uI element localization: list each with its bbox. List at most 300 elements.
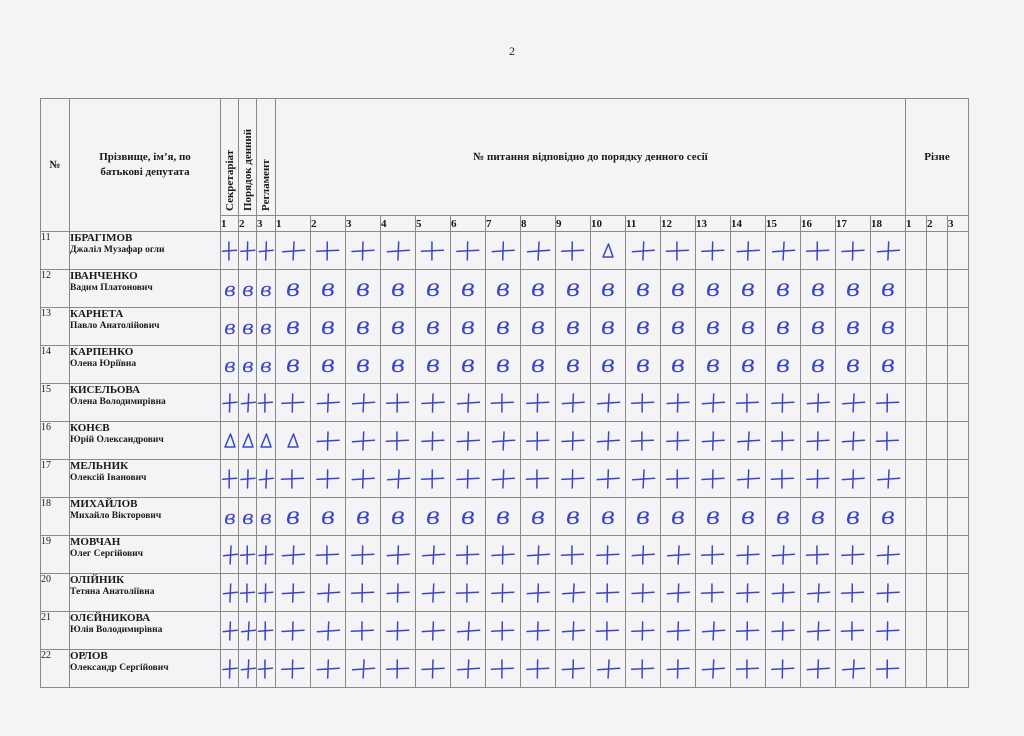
- vote-mark-cell: [416, 498, 451, 536]
- plus-mark: [259, 546, 273, 564]
- plus-mark: [282, 584, 304, 602]
- vote-mark-cell: [257, 612, 276, 650]
- plus-mark: [668, 546, 690, 564]
- plus-mark: [772, 546, 794, 564]
- vote-mark-cell: [239, 384, 257, 422]
- plus-mark: [563, 584, 585, 602]
- vote-mark-cell: [696, 498, 731, 536]
- row-number: 11: [41, 232, 70, 270]
- plus-mark: [632, 660, 654, 678]
- empty-misc-cell: [927, 346, 948, 384]
- vote-mark-cell: [381, 498, 416, 536]
- empty-misc-cell: [948, 460, 969, 498]
- deputy-row: [41, 536, 969, 574]
- vote-mark-cell: [591, 384, 626, 422]
- vote-mark-cell: [661, 422, 696, 460]
- header-number: №: [41, 99, 70, 232]
- letter-v-mark: в: [426, 273, 440, 302]
- plus-mark: [561, 546, 583, 564]
- deputy-surname: МИХАЙЛОВ: [70, 498, 138, 510]
- column-number-agenda: 15: [766, 216, 801, 232]
- vote-mark-cell: [661, 232, 696, 270]
- letter-v-mark: в: [811, 273, 825, 302]
- plus-mark: [771, 470, 793, 488]
- plus-mark: [772, 432, 794, 450]
- letter-v-mark: в: [776, 349, 790, 378]
- vote-mark-cell: [696, 422, 731, 460]
- row-number: 22: [41, 650, 70, 688]
- plus-mark: [282, 546, 304, 564]
- vote-mark-cell: [486, 498, 521, 536]
- letter-v-mark: в: [881, 311, 895, 340]
- vote-mark-cell: [257, 270, 276, 308]
- vote-mark-cell: [871, 346, 906, 384]
- plus-mark: [528, 242, 550, 260]
- vote-mark-cell: [257, 232, 276, 270]
- vote-mark-cell: [221, 498, 239, 536]
- row-number: 15: [41, 384, 70, 422]
- plus-mark: [240, 584, 254, 602]
- vote-mark-cell: [591, 498, 626, 536]
- vote-mark-cell: [257, 308, 276, 346]
- plus-mark: [806, 546, 828, 564]
- plus-mark: [527, 622, 549, 640]
- letter-v-mark: в: [223, 504, 236, 529]
- vote-mark-cell: [871, 498, 906, 536]
- column-number-procedural: 3: [257, 216, 276, 232]
- vote-mark-cell: [221, 346, 239, 384]
- vote-mark-cell: [451, 422, 486, 460]
- vote-mark-cell: [591, 650, 626, 688]
- plus-mark: [457, 432, 479, 450]
- plus-mark: [388, 470, 410, 488]
- letter-v-mark: в: [391, 311, 405, 340]
- column-number-agenda: 4: [381, 216, 416, 232]
- vote-mark-cell: [416, 574, 451, 612]
- vote-mark-cell: [521, 536, 556, 574]
- vote-mark-cell: [556, 612, 591, 650]
- vote-mark-cell: [416, 232, 451, 270]
- plus-mark: [492, 242, 514, 260]
- empty-misc-cell: [927, 422, 948, 460]
- vote-mark-cell: [871, 384, 906, 422]
- letter-v-mark: в: [496, 311, 510, 340]
- plus-mark: [387, 660, 409, 678]
- plus-mark: [317, 432, 339, 450]
- plus-mark: [667, 584, 689, 602]
- vote-mark-cell: [696, 346, 731, 384]
- vote-mark-cell: [766, 422, 801, 460]
- plus-mark: [352, 242, 374, 260]
- vote-mark-cell: [486, 536, 521, 574]
- plus-mark: [457, 546, 479, 564]
- plus-mark: [807, 432, 829, 450]
- vote-mark-cell: [486, 422, 521, 460]
- vote-mark-cell: [731, 346, 766, 384]
- vote-mark-cell: [836, 612, 871, 650]
- deputy-surname: ОЛІЙНИК: [70, 574, 125, 586]
- vote-mark-cell: [696, 384, 731, 422]
- triangle-mark: [261, 434, 271, 447]
- vote-mark-cell: [346, 574, 381, 612]
- vote-mark-cell: [257, 384, 276, 422]
- plus-mark: [596, 622, 618, 640]
- plus-mark: [807, 660, 829, 678]
- plus-mark: [457, 470, 479, 488]
- vote-mark-cell: [221, 384, 239, 422]
- empty-misc-cell: [948, 422, 969, 460]
- letter-v-mark: в: [636, 349, 650, 378]
- vote-mark-cell: [239, 422, 257, 460]
- plus-mark: [562, 242, 584, 260]
- row-number: 14: [41, 346, 70, 384]
- vote-mark-cell: [311, 232, 346, 270]
- column-number-agenda: 3: [346, 216, 381, 232]
- vote-mark-cell: [451, 612, 486, 650]
- column-number-misc: 3: [948, 216, 969, 232]
- vote-mark-cell: [871, 574, 906, 612]
- plus-mark: [702, 432, 724, 450]
- letter-v-mark: в: [811, 311, 825, 340]
- letter-v-mark: в: [260, 276, 272, 301]
- letter-v-mark: в: [531, 349, 545, 378]
- letter-v-mark: в: [496, 273, 510, 302]
- letter-v-mark: в: [566, 273, 580, 302]
- deputy-row: [41, 460, 969, 498]
- vote-mark-cell: [346, 498, 381, 536]
- plus-mark: [387, 622, 409, 640]
- plus-mark: [352, 470, 374, 488]
- deputy-surname: ІБРАГІМОВ: [70, 232, 133, 244]
- vote-mark-cell: [696, 612, 731, 650]
- vote-mark-cell: [836, 384, 871, 422]
- deputy-given-names: Олександр Сергійович: [70, 663, 169, 673]
- vote-mark-cell: [416, 460, 451, 498]
- vote-mark-cell: [836, 650, 871, 688]
- plus-mark: [877, 660, 899, 678]
- letter-v-mark: в: [260, 504, 272, 529]
- deputy-surname: ОРЛОВ: [70, 650, 108, 662]
- vote-mark-cell: [239, 270, 257, 308]
- vote-mark-cell: [311, 308, 346, 346]
- row-number: 16: [41, 422, 70, 460]
- letter-v-mark: в: [601, 349, 615, 378]
- deputy-row: [41, 498, 969, 536]
- plus-mark: [702, 394, 724, 412]
- deputy-row: [41, 270, 969, 308]
- plus-mark: [491, 394, 513, 412]
- vote-mark-cell: [486, 612, 521, 650]
- vote-mark-cell: [221, 232, 239, 270]
- plus-mark: [807, 394, 829, 412]
- vote-mark-cell: [836, 270, 871, 308]
- vote-mark-cell: [731, 308, 766, 346]
- vote-mark-cell: [871, 308, 906, 346]
- letter-v-mark: в: [531, 273, 545, 302]
- vote-mark-cell: [311, 346, 346, 384]
- vote-mark-cell: [311, 612, 346, 650]
- letter-v-mark: в: [706, 349, 720, 378]
- plus-mark: [258, 660, 272, 678]
- vote-mark-cell: [696, 270, 731, 308]
- vote-mark-cell: [381, 270, 416, 308]
- plus-mark: [737, 470, 759, 488]
- vote-mark-cell: [276, 308, 311, 346]
- vote-mark-cell: [276, 346, 311, 384]
- vote-mark-cell: [521, 612, 556, 650]
- plus-mark: [258, 394, 272, 412]
- plus-mark: [222, 242, 236, 260]
- vote-mark-cell: [346, 384, 381, 422]
- column-number-agenda: 9: [556, 216, 591, 232]
- vote-mark-cell: [221, 536, 239, 574]
- empty-misc-cell: [906, 308, 927, 346]
- letter-v-mark: в: [321, 349, 335, 378]
- plus-mark: [282, 394, 304, 412]
- letter-v-mark: в: [461, 273, 475, 302]
- plus-mark: [282, 660, 304, 678]
- vote-mark-cell: [486, 232, 521, 270]
- vote-mark-cell: [626, 536, 661, 574]
- empty-misc-cell: [927, 536, 948, 574]
- row-number: 12: [41, 270, 70, 308]
- vote-mark-cell: [346, 270, 381, 308]
- vote-mark-cell: [451, 650, 486, 688]
- letter-v-mark: в: [461, 349, 475, 378]
- vote-mark-cell: [486, 650, 521, 688]
- plus-mark: [422, 432, 444, 450]
- plus-mark: [736, 660, 758, 678]
- letter-v-mark: в: [286, 349, 300, 378]
- plus-mark: [387, 584, 409, 602]
- vote-mark-cell: [801, 422, 836, 460]
- page-number: 2: [509, 44, 515, 58]
- letter-v-mark: в: [223, 352, 236, 377]
- plus-mark: [701, 584, 723, 602]
- plus-mark: [317, 660, 339, 678]
- deputy-name: [70, 574, 221, 612]
- column-number-agenda: 10: [591, 216, 626, 232]
- plus-mark: [632, 622, 654, 640]
- letter-v-mark: в: [321, 501, 335, 530]
- empty-misc-cell: [927, 232, 948, 270]
- letter-v-mark: в: [776, 311, 790, 340]
- vote-mark-cell: [661, 574, 696, 612]
- letter-v-mark: в: [636, 273, 650, 302]
- column-number-agenda: 1: [276, 216, 311, 232]
- plus-mark: [877, 242, 899, 260]
- letter-v-mark: в: [461, 501, 475, 530]
- vote-mark-cell: [766, 460, 801, 498]
- vote-mark-cell: [871, 650, 906, 688]
- plus-mark: [597, 584, 619, 602]
- vote-mark-cell: [451, 270, 486, 308]
- vote-mark-cell: [696, 460, 731, 498]
- vote-mark-cell: [766, 650, 801, 688]
- empty-misc-cell: [906, 384, 927, 422]
- plus-mark: [527, 432, 549, 450]
- deputy-name: [70, 270, 221, 308]
- letter-v-mark: в: [636, 501, 650, 530]
- letter-v-mark: в: [260, 314, 272, 339]
- letter-v-mark: в: [706, 273, 720, 302]
- plus-mark: [458, 622, 480, 640]
- vote-mark-cell: [346, 612, 381, 650]
- vote-mark-cell: [257, 346, 276, 384]
- plus-mark: [736, 394, 758, 412]
- column-number-agenda: 2: [311, 216, 346, 232]
- vote-mark-cell: [239, 232, 257, 270]
- vote-mark-cell: [257, 460, 276, 498]
- column-number-misc: 2: [927, 216, 948, 232]
- column-number-misc: 1: [906, 216, 927, 232]
- deputy-row: [41, 232, 969, 270]
- letter-v-mark: в: [461, 311, 475, 340]
- plus-mark: [666, 242, 688, 260]
- deputy-row: [41, 574, 969, 612]
- column-number-agenda: 18: [871, 216, 906, 232]
- empty-misc-cell: [906, 574, 927, 612]
- vote-mark-cell: [451, 308, 486, 346]
- letter-v-mark: в: [286, 501, 300, 530]
- vote-mark-cell: [276, 460, 311, 498]
- vote-mark-cell: [836, 346, 871, 384]
- plus-mark: [259, 242, 273, 260]
- triangle-mark: [288, 434, 298, 447]
- vote-mark-cell: [346, 308, 381, 346]
- plus-mark: [241, 470, 255, 488]
- vote-mark-cell: [591, 308, 626, 346]
- vote-mark-cell: [239, 612, 257, 650]
- deputy-row: [41, 346, 969, 384]
- vote-mark-cell: [381, 612, 416, 650]
- letter-v-mark: в: [241, 504, 254, 529]
- vote-mark-cell: [696, 536, 731, 574]
- plus-mark: [527, 546, 549, 564]
- letter-v-mark: в: [426, 349, 440, 378]
- empty-misc-cell: [927, 308, 948, 346]
- vote-mark-cell: [451, 232, 486, 270]
- column-number-agenda: 13: [696, 216, 731, 232]
- vote-mark-cell: [276, 536, 311, 574]
- vote-mark-cell: [766, 308, 801, 346]
- vote-mark-cell: [556, 270, 591, 308]
- letter-v-mark: в: [601, 273, 615, 302]
- letter-v-mark: в: [741, 273, 755, 302]
- plus-mark: [422, 660, 444, 678]
- vote-mark-cell: [836, 308, 871, 346]
- vote-mark-cell: [276, 384, 311, 422]
- plus-mark: [773, 242, 795, 260]
- deputy-surname: КАРПЕНКО: [70, 346, 134, 358]
- deputy-given-names: Олег Сергійович: [70, 549, 144, 559]
- letter-v-mark: в: [846, 349, 860, 378]
- plus-mark: [737, 584, 759, 602]
- plus-mark: [457, 660, 479, 678]
- vote-mark-cell: [381, 536, 416, 574]
- vote-mark-cell: [626, 384, 661, 422]
- plus-mark: [877, 622, 899, 640]
- plus-mark: [223, 660, 237, 678]
- row-number: 18: [41, 498, 70, 536]
- column-number-agenda: 5: [416, 216, 451, 232]
- letter-v-mark: в: [426, 501, 440, 530]
- vote-mark-cell: [346, 650, 381, 688]
- vote-mark-cell: [731, 384, 766, 422]
- deputy-given-names: Юлія Володимирівна: [70, 625, 163, 635]
- plus-mark: [527, 584, 549, 602]
- vote-mark-cell: [766, 612, 801, 650]
- plus-mark: [597, 432, 619, 450]
- vote-mark-cell: [257, 536, 276, 574]
- vote-mark-cell: [626, 346, 661, 384]
- vote-mark-cell: [696, 308, 731, 346]
- plus-mark: [842, 470, 864, 488]
- vote-mark-cell: [416, 384, 451, 422]
- letter-v-mark: в: [881, 273, 895, 302]
- vote-mark-cell: [871, 536, 906, 574]
- column-number-agenda: 6: [451, 216, 486, 232]
- plus-mark: [283, 242, 305, 260]
- plus-mark: [841, 622, 863, 640]
- vote-mark-cell: [276, 232, 311, 270]
- vote-mark-cell: [801, 270, 836, 308]
- vote-mark-cell: [311, 574, 346, 612]
- plus-mark: [386, 432, 408, 450]
- vote-mark-cell: [416, 612, 451, 650]
- vote-mark-cell: [766, 498, 801, 536]
- letter-v-mark: в: [706, 501, 720, 530]
- vote-mark-cell: [381, 650, 416, 688]
- letter-v-mark: в: [671, 349, 685, 378]
- plus-mark: [423, 546, 445, 564]
- deputy-row: [41, 384, 969, 422]
- vote-mark-cell: [221, 612, 239, 650]
- vote-mark-cell: [239, 346, 257, 384]
- plus-mark: [808, 584, 830, 602]
- vote-mark-cell: [626, 270, 661, 308]
- letter-v-mark: в: [706, 311, 720, 340]
- deputy-row: [41, 422, 969, 460]
- vote-mark-cell: [416, 650, 451, 688]
- plus-mark: [491, 660, 513, 678]
- vote-mark-cell: [556, 422, 591, 460]
- empty-misc-cell: [906, 460, 927, 498]
- letter-v-mark: в: [846, 311, 860, 340]
- vote-mark-cell: [276, 650, 311, 688]
- plus-mark: [877, 394, 899, 412]
- plus-mark: [241, 660, 255, 678]
- vote-mark-cell: [416, 422, 451, 460]
- letter-v-mark: в: [671, 273, 685, 302]
- vote-mark-cell: [556, 460, 591, 498]
- plus-mark: [843, 394, 865, 412]
- empty-misc-cell: [906, 270, 927, 308]
- plus-mark: [598, 394, 620, 412]
- letter-v-mark: в: [286, 311, 300, 340]
- vote-mark-cell: [591, 232, 626, 270]
- letter-v-mark: в: [356, 273, 370, 302]
- deputy-given-names: Олена Володимирівна: [70, 397, 166, 407]
- letter-v-mark: в: [496, 349, 510, 378]
- empty-misc-cell: [948, 574, 969, 612]
- vote-mark-cell: [521, 346, 556, 384]
- header-row: [41, 99, 969, 216]
- vote-mark-cell: [451, 498, 486, 536]
- letter-v-mark: в: [846, 273, 860, 302]
- vote-mark-cell: [626, 460, 661, 498]
- vote-mark-cell: [626, 232, 661, 270]
